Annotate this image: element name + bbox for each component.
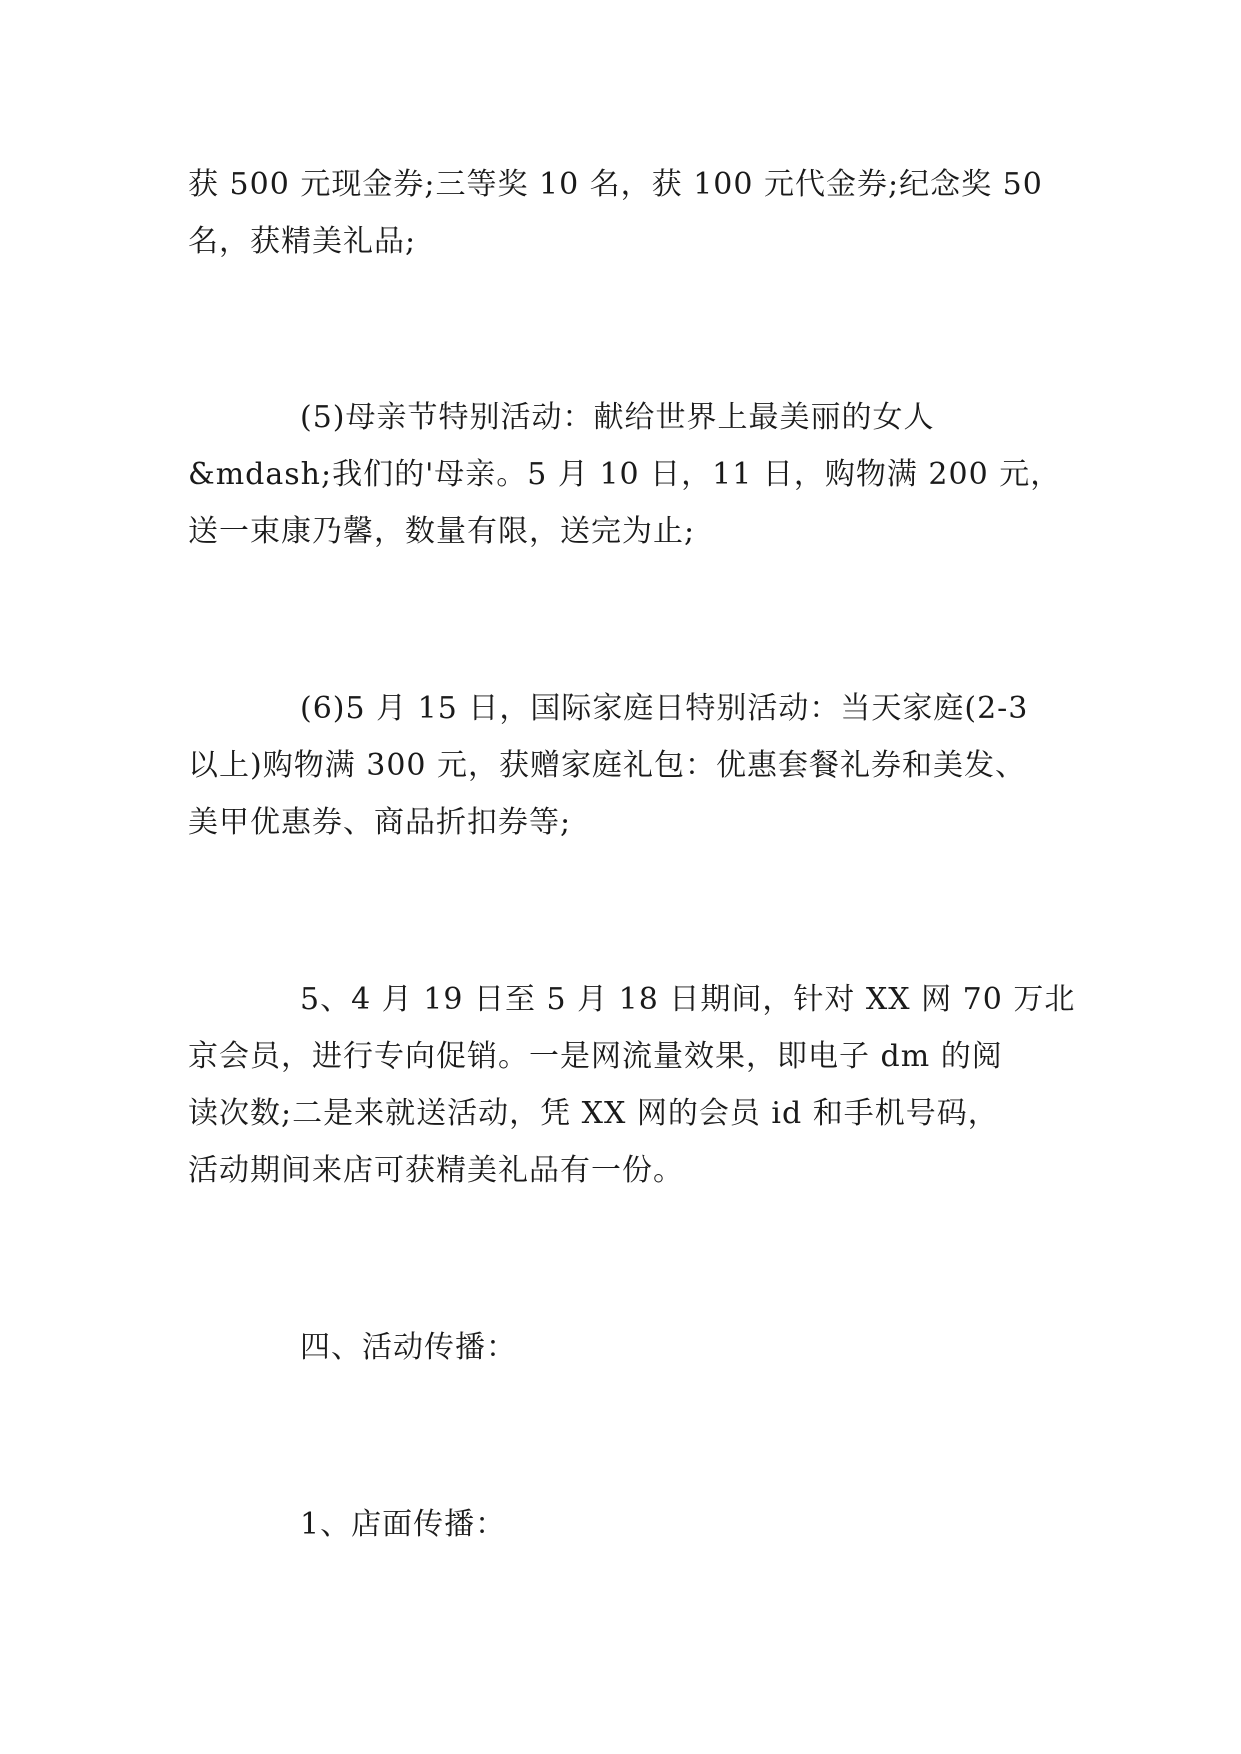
text-line: 读次数;二是来就送活动，凭 XX 网的会员 id 和手机号码， [188,1096,999,1131]
text-line: 以上)购物满 300 元，获赠家庭礼包：优惠套餐礼券和美发、 [188,748,1027,783]
text-line: &mdash;我们的'母亲。5 月 10 日，11 日，购物满 200 元， [188,457,1062,492]
text-line: 获 500 元现金券;三等奖 10 名，获 100 元代金券;纪念奖 50 [188,167,1043,202]
subsection-heading: 1、店面传播： [300,1507,507,1542]
text-line: 京会员，进行专向促销。一是网流量效果，即电子 dm 的阅 [188,1039,1003,1074]
text-line: 活动期间来店可获精美礼品有一份。 [188,1153,684,1188]
text-line: 送一束康乃馨，数量有限，送完为止; [188,514,696,549]
text-line: 美甲优惠券、商品折扣券等; [188,805,572,840]
text-line: (6)5 月 15 日，国际家庭日特别活动：当天家庭(2-3 [300,691,1029,726]
text-line: 5、4 月 19 日至 5 月 18 日期间，针对 XX 网 70 万北 [300,982,1076,1017]
text-line: 名，获精美礼品; [188,224,417,259]
text-line: (5)母亲节特别活动：献给世界上最美丽的女人 [300,400,935,435]
section-heading: 四、活动传播： [300,1330,517,1365]
